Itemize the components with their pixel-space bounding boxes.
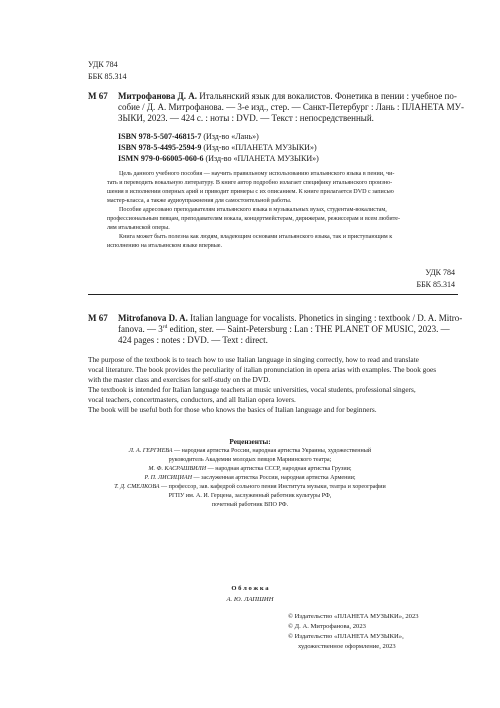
ismn-planet: ISMN 979-0-66005-060-6 (Изд-во «ПЛАНЕТА МУЗЫКИ»): [118, 154, 319, 163]
bib-record-en-line3: 424 pages : notes : DVD. — Text : direct.: [118, 335, 268, 345]
abstract-en-line: The purpose of the textbook is to teach how to use Italian language in singing correctly, how to read and translate: [88, 355, 419, 364]
reviewer-entry: почетный работник ВПО РФ.: [211, 502, 289, 508]
udk-footer-ru: УДК 784: [425, 268, 455, 277]
abstract-ru-line: лям итальянской оперы.: [107, 225, 170, 231]
abstract-ru-line: шения в исполнении оперных арий и приводит примеры с их описанием. К книге прилагается DVD с записью: [107, 189, 394, 195]
abstract-ru-line: Пособие адресовано преподавателям итальянского языка в музыкальных вузах, студентам-вокалистам,: [119, 207, 387, 213]
abstract-en-line: The textbook is intended for Italian language teachers at music universities, vocal students, professional singers,: [88, 385, 416, 394]
isbn-lan: ISBN 978-5-507-46815-7 (Изд-во «Лань»): [118, 132, 259, 141]
abstract-en-line: The book will be useful both for those who knows the basics of Italian language and for beginners.: [88, 405, 377, 414]
author-en: Mitrofanova D. A.: [118, 313, 188, 323]
reviewer-entry: Р. П. ЛИСИЦИАН — заслуженная артистка России, народная артистка Армении;: [144, 475, 356, 481]
reviewer-entry: руководитель Академии молодых певцов Мариинского театра;: [168, 457, 332, 463]
abstract-ru-line: тать и переводить вокальную литературу. В книге автор подробно излагает специфику итальянского произно-: [107, 180, 393, 186]
reviewer-entry: Т. Д. СМЕЛКОВА — профессор, зав. кафедрой сольного пения Института музыки, театра и хореографии: [114, 484, 386, 490]
bbk-footer-ru: ББК 85.314: [416, 280, 455, 289]
bib-record-ru-line3: ЗЫКИ, 2023. — 424 с. : ноты : DVD. — Текст : непосредственный.: [118, 113, 374, 123]
abstract-ru-line: Книга может быть полезна как людям, владеющим основами итальянского языка, так и приступающим к: [119, 234, 393, 240]
abstract-en-line: with the master class and exercises for self-study on the DVD.: [88, 375, 271, 384]
author-ru: Митрофанова Д. А.: [118, 91, 197, 101]
bib-record-en-line1: [118, 313, 462, 323]
copyright-line: © Издательство «ПЛАНЕТА МУЗЫКИ»,: [288, 633, 404, 640]
abstract-en-line: vocal teachers, concertmasters, conductors, and all Italian opera lovers.: [88, 395, 296, 404]
bib-record-ru-line1: [118, 91, 457, 101]
title-en: Italian language for vocalists. Phonetics in singing : textbook / D. A. Mitro-: [190, 313, 463, 323]
abstract-ru-line: мастер-класса, а также аудиоупражнения для самостоятельной работы.: [107, 198, 292, 204]
copyright-line: © Издательство «ПЛАНЕТА МУЗЫКИ», 2023: [288, 613, 419, 620]
cover-title: О б л о ж к а: [231, 585, 269, 592]
catalog-mark-en: М 67: [88, 313, 108, 323]
reviewer-entry: РГПУ им. А. И. Герцена, заслуженный работник культуры РФ,: [168, 493, 332, 499]
cover-designer: А. Ю. ЛАПШИН: [226, 596, 274, 603]
reviewer-entry: М. Ф. КАСРАШВИЛИ — народная артистка СССР, народная артистка Грузии;: [148, 466, 352, 472]
abstract-en-line: vocal literature. The book provides the peculiarity of italian pronunciation in opera arias with examples. The book goes: [88, 365, 437, 374]
abstract-ru-line: профессиональным певцам, преподавателям вокала, концертмейстерам, дирижерам, режиссерам и всем любите-: [107, 216, 400, 222]
bib-record-ru-line2: собие / Д. А. Митрофанова. — 3-е изд., стер. — Санкт-Петербург : Лань : ПЛАНЕТА МУ-: [118, 102, 464, 112]
title-ru: Итальянский язык для вокалистов. Фонетика в пении : учебное по-: [199, 91, 457, 101]
section-divider: [88, 294, 458, 295]
bbk-header: ББК 85.314: [88, 72, 127, 81]
udk-header: УДК 784: [88, 60, 118, 69]
copyright-line: художественное оформление, 2023: [298, 643, 396, 650]
reviewer-entry: Л. А. ГЕРГИЕВА — народная артистка России, народная артистка Украины, художественный: [128, 448, 372, 454]
catalog-mark-ru: М 67: [88, 91, 108, 101]
abstract-ru-line: Цель данного учебного пособия — научить правильному использованию итальянского языка в пении, чи-: [119, 171, 395, 177]
isbn-planet: ISBN 978-5-4495-2594-9 (Изд-во «ПЛАНЕТА МУЗЫКИ»): [118, 143, 317, 152]
bib-record-en-line2: fanova. — 3rd edition, ster. — Saint-Petersburg : Lan : THE PLANET OF MUSIC, 2023. —: [118, 324, 450, 334]
reviewers-title: Рецензенты:: [229, 437, 271, 446]
copyright-line: © Д. А. Митрофанова, 2023: [288, 623, 366, 630]
abstract-ru-line: исполнению на итальянском языке впервые.: [107, 243, 223, 249]
